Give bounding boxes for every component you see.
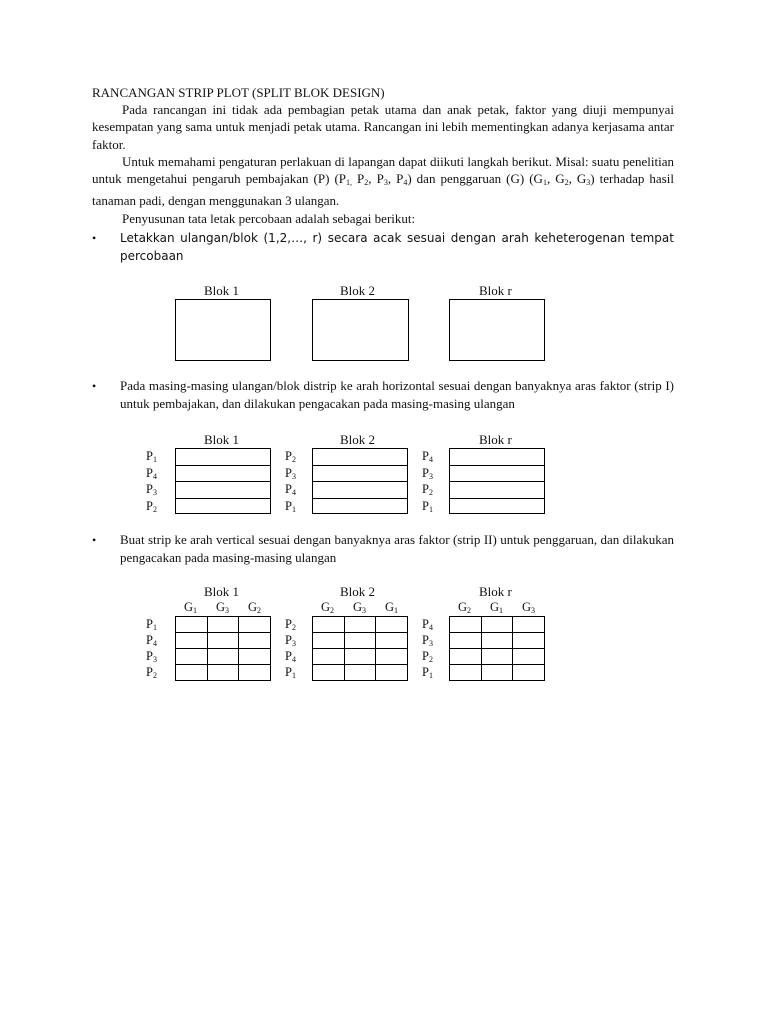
grid-cell [239,665,271,681]
bullet-dot: • [92,533,97,547]
factor-p-label: $P_1$ [285,498,296,514]
grid-cell [239,633,271,649]
block-label: Blok r [479,432,512,447]
factor-p-label: $P_4$ [285,482,296,497]
factor-p-label: $P_1$ [422,665,433,680]
factor-p-label: $P_2$ [146,498,157,514]
factor-p-label: $P_2$ [422,649,433,664]
block-plot-1 [175,299,271,361]
strip-two-block-1 [175,616,271,681]
bullet-dot: • [92,231,97,245]
factor-p-label: $P_2$ [285,617,296,632]
grid-cell [313,617,345,633]
strip-divider [450,465,544,466]
grid-cell [481,617,513,633]
grid-cell [344,617,376,633]
grid-cell [513,649,545,665]
strip-divider [176,498,270,499]
bullet-text: Letakkan ulangan/blok (1,2,…, r) secara acak sesuai dengan arah keheterogenan tempat percobaan [120,231,674,263]
strip-one-block-2 [312,448,408,514]
grid-cell [239,617,271,633]
grid-cell [207,617,239,633]
grid-cell [450,617,482,633]
factor-p-label: $P_1$ [422,498,433,514]
strip-divider [450,498,544,499]
grid-row [176,617,271,633]
block-label: Blok 2 [340,283,376,298]
grid-cell [376,665,408,681]
factor-p-label: $P_4$ [285,649,296,664]
grid-cell [376,649,408,665]
grid-cell [239,649,271,665]
grid-row [450,665,545,681]
factor-p-label: $P_4$ [146,633,157,648]
factor-p-label: $P_3$ [422,633,433,648]
grid-row [313,633,408,649]
factor-g-label: $G_2$ [321,600,335,615]
strip-divider [313,481,407,482]
grid-cell [481,665,513,681]
factor-g-label: $G_2$ [458,600,472,615]
grid-row [176,633,271,649]
factor-p-label: $P_1$ [146,617,157,632]
grid-row [176,649,271,665]
bullet-text: Pada masing-masing ulangan/blok distrip ke arah horizontal sesuai dengan banyaknya aras faktor (strip I) untuk pembajakan, dan dilakukan pengacakan pada masing-masing ulangan [120,378,674,411]
grid-cell [344,633,376,649]
factor-g-label: $G_3$ [522,600,536,615]
block-label: Blok 2 [340,584,376,599]
factor-g-label: $G_2$ [248,600,262,615]
grid-cell [313,665,345,681]
factor-p-label: $P_3$ [146,649,157,664]
grid-row [450,649,545,665]
factor-p-label: $P_4$ [422,617,433,632]
grid-cell [176,665,208,681]
grid-row [450,617,545,633]
factor-p-label: $P_2$ [285,449,296,464]
strip-two-block-2 [312,616,408,681]
block-label: Blok 1 [204,584,240,599]
factor-p-label: $P_4$ [422,449,433,464]
bullet-step-1 [92,229,674,265]
grid-cell [313,633,345,649]
grid-cell [313,649,345,665]
strip-divider [313,465,407,466]
factor-p-label: $P_2$ [422,482,433,497]
bullet-text: Buat strip ke arah vertical sesuai dengan banyaknya aras faktor (strip II) untuk penggaruan, dan dilakukan pengacakan pada masing-masing ulangan [120,532,674,565]
grid-cell [344,665,376,681]
grid-cell [207,633,239,649]
strip-two-block-3 [449,616,545,681]
block-label: Blok 2 [340,432,376,447]
grid-cell [376,617,408,633]
grid-row [450,633,545,649]
grid-row [313,649,408,665]
grid-cell [376,633,408,649]
block-label: Blok 1 [204,283,240,298]
bullet-step-3 [92,531,674,567]
grid-cell [481,633,513,649]
factor-p-label: $P_3$ [146,482,157,497]
grid-cell [176,649,208,665]
layout-intro-paragraph: Penyusunan tata letak percobaan adalah sebagai berikut: [122,211,416,226]
grid-cell [176,617,208,633]
strip-one-block-1 [175,448,271,514]
factor-p-label: $P_4$ [146,465,157,481]
strip-divider [176,465,270,466]
factor-g-label: $G_3$ [216,600,230,615]
block-label: Blok r [479,283,512,298]
example-paragraph: Untuk memahami pengaturan perlakuan di lapangan dapat diikuti langkah berikut. Misal: suatu penelitian untuk mengetahui pengaruh pembajakan (P) ($P_{1,}$ $P_2$, $P_3$, $P_4$) dan penggaruan (G) ($G_1$, $G_2$, $G_3$) terhadap hasil tanaman padi, dengan menggunakan 3 ulangan. [92,154,674,208]
strip-divider [313,498,407,499]
bullet-step-2 [92,377,674,413]
grid-row [176,665,271,681]
factor-p-label: $P_1$ [285,665,296,680]
grid-cell [513,665,545,681]
strip-divider [450,481,544,482]
block-label: Blok 1 [204,432,240,447]
grid-row [313,665,408,681]
block-label: Blok r [479,584,512,599]
strip-one-block-3 [449,448,545,514]
factor-p-label: $P_1$ [146,449,157,464]
grid-cell [513,633,545,649]
factor-p-label: $P_3$ [285,633,296,648]
grid-cell [481,649,513,665]
section-title: RANCANGAN STRIP PLOT (SPLIT BLOK DESIGN) [92,85,385,100]
grid-cell [207,649,239,665]
factor-p-label: $P_2$ [146,665,157,680]
factor-g-label: $G_1$ [184,600,198,615]
factor-g-label: $G_3$ [353,600,367,615]
factor-p-label: $P_3$ [422,465,433,481]
factor-p-label: $P_3$ [285,465,296,481]
grid-cell [176,633,208,649]
grid-cell [207,665,239,681]
bullet-dot: • [92,379,97,393]
grid-cell [450,665,482,681]
grid-cell [344,649,376,665]
grid-cell [450,649,482,665]
grid-row [313,617,408,633]
grid-cell [450,633,482,649]
factor-g-label: $G_1$ [490,600,504,615]
intro-paragraph: Pada rancangan ini tidak ada pembagian petak utama dan anak petak, faktor yang diuji mempunyai kesempatan yang sama untuk menjadi petak utama. Rancangan ini lebih mementingkan adanya kerjasama antar faktor. [92,102,674,152]
factor-g-label: $G_1$ [385,600,399,615]
block-plot-2 [312,299,409,361]
block-plot-r [449,299,545,361]
strip-divider [176,481,270,482]
grid-cell [513,617,545,633]
